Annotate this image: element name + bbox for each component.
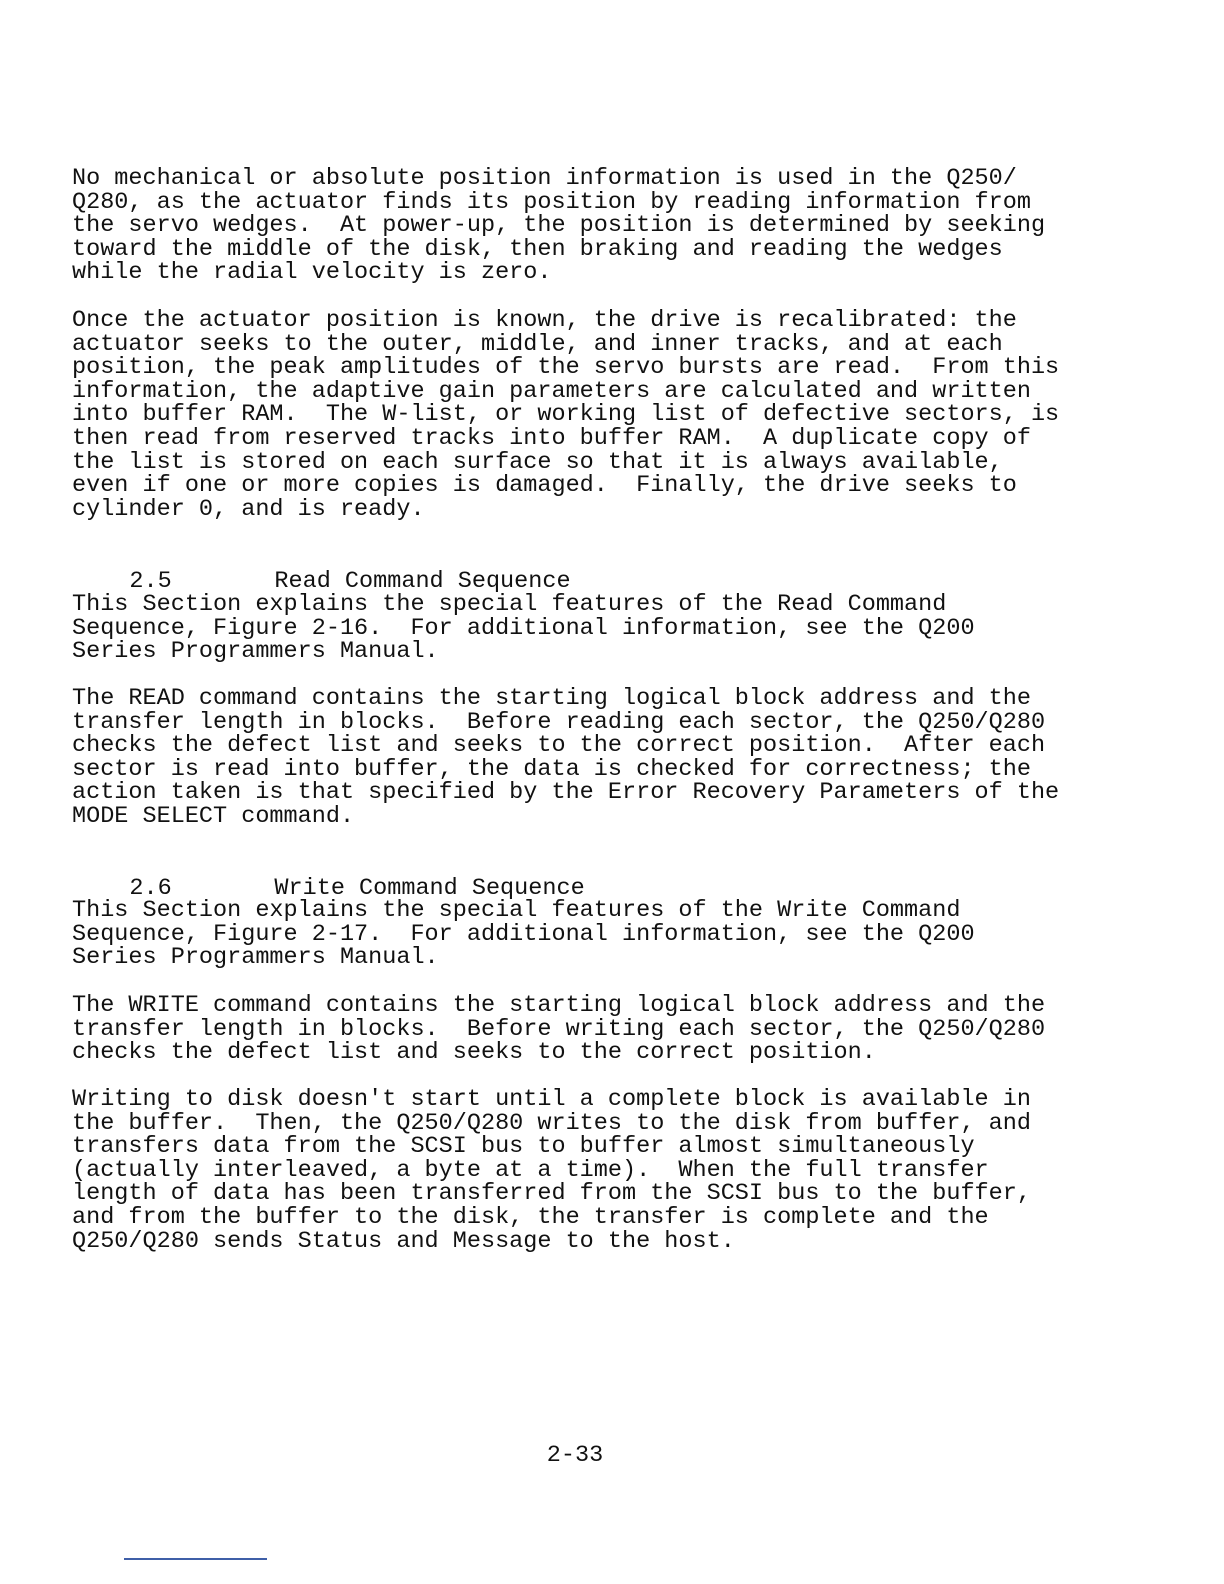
paragraph-write-command: The WRITE command contains the starting logical block address and the transfer length in blocks. Before writing each sector, the Q250/Q280 checks the defect list and seeks to the correct position. [72, 992, 1046, 1067]
section-number: 2.6 [129, 874, 172, 902]
paragraph-read-command: The READ command contains the starting logical block address and the transfer length in blocks. Before reading each sector, the Q250/Q280 checks the defect list and seeks to the correct position. After each sector is read into buffer, the data is checked for correctness; the action taken is that specified by the Error Recovery Parameters of the MODE SELECT command. [72, 685, 1060, 830]
page-number: 2-33 [546, 1442, 604, 1469]
footer-rule [124, 1558, 267, 1560]
paragraph-write-process: Writing to disk doesn't start until a complete block is available in the buffer. Then, the Q250/Q280 writes to the disk from buffer, and transfers data from the SCSI bus to buffer almost simultaneously (actually interleaved, a byte at a time). When the full transfer length of data has been transferred from the SCSI bus to the buffer, and from the buffer to the disk, the transfer is complete and the Q250/Q280 sends Status and Message to the host. [72, 1086, 1031, 1255]
section-title: Read Command Sequence [274, 567, 571, 595]
section-title: Write Command Sequence [274, 874, 585, 902]
paragraph-position-info: No mechanical or absolute position information is used in the Q250/ Q280, as the actuator finds its position by reading information from the servo wedges. At power-up, the position is determined by seeking toward the middle of the disk, then braking and reading the wedges while the radial velocity is zero. [72, 165, 1046, 287]
paragraph-recalibration: Once the actuator position is known, the drive is recalibrated: the actuator seeks to the outer, middle, and inner tracks, and at each position, the peak amplitudes of the servo bursts are read. From this information, the adaptive gain parameters are calculated and written into buffer RAM. The W-list, or working list of defective sectors, is then read from reserved tracks into buffer RAM. A duplicate copy of the list is stored on each surface so that it is always available, even if one or more copies is damaged. Finally, the drive seeks to cylinder 0, and is ready. [72, 307, 1060, 523]
section-number: 2.5 [129, 567, 172, 595]
paragraph-write-intro: This Section explains the special features of the Write Command Sequence, Figure 2-17. For additional information, see the Q200 Series Programmers Manual. [72, 897, 975, 972]
paragraph-read-intro: This Section explains the special features of the Read Command Sequence, Figure 2-16. For additional information, see the Q200 Series Programmers Manual. [72, 591, 975, 666]
